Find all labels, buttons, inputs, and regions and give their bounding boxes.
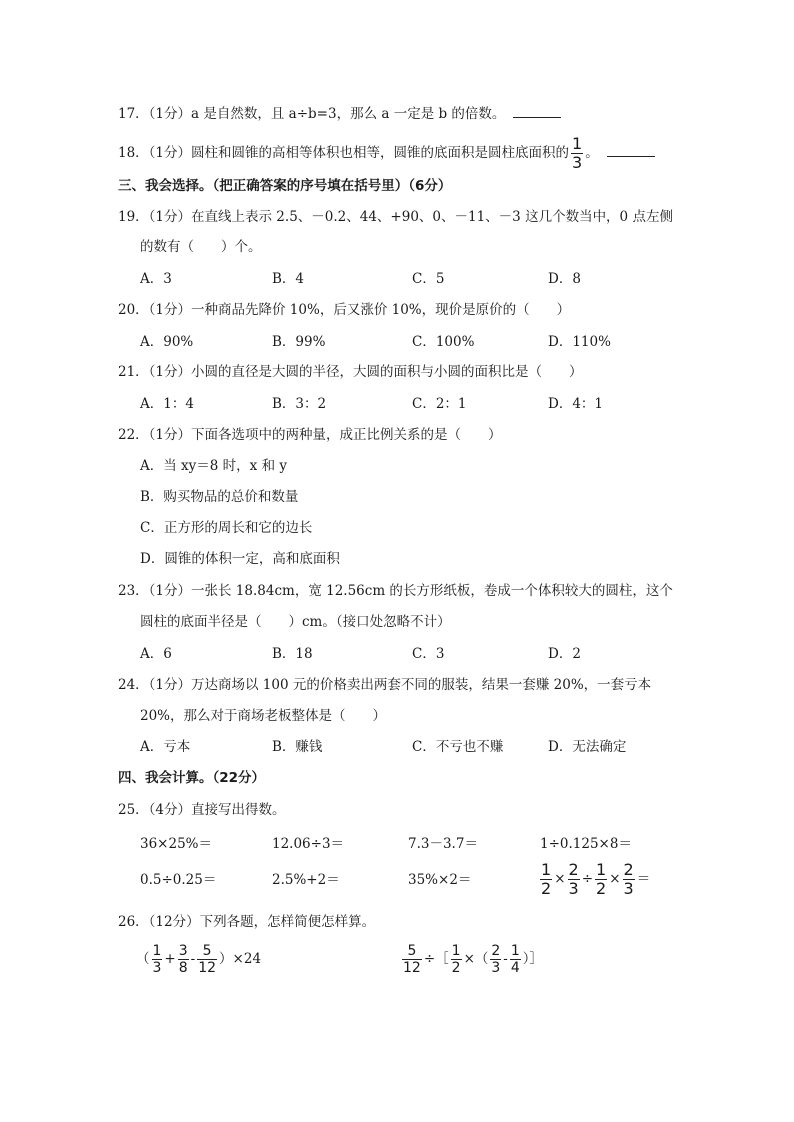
q21-option-b[interactable]: B．3：2: [272, 396, 327, 412]
q23-option-b[interactable]: B．18: [272, 646, 313, 662]
question-22-line1: 22．（1分）下面各选项中的两种量，成正比例关系的是（ ）: [118, 427, 502, 443]
q22-option-c[interactable]: C．正方形的周长和它的边长: [140, 520, 313, 536]
q19-option-a[interactable]: A．3: [140, 271, 172, 287]
q21-option-d[interactable]: D．4：1: [548, 396, 604, 412]
calc-item: 0.5÷0.25＝: [140, 872, 217, 888]
fraction: $\frac{2}{3}$: [623, 860, 634, 898]
fraction: $\frac{2}{3}$: [568, 860, 579, 898]
question-21-line1: 21．（1分）小圆的直径是大圆的半径，大圆的面积与小圆的面积比是（ ）: [118, 364, 583, 380]
question-19-line1: 19．（1分）在直线上表示 2.5、－0.2、44、+90、0、－11、－3 这几个数当中，0 点左侧: [118, 209, 673, 225]
q23-option-a[interactable]: A．6: [140, 646, 172, 662]
fraction: $\frac{1}{3}$: [152, 943, 162, 976]
fraction-expression: $\frac{1}{2}$ × $\frac{2}{3}$ ÷ $\frac{1}{2}$ × $\frac{2}{3}$ ＝: [541, 860, 651, 898]
q24-option-a[interactable]: A．亏本: [140, 739, 191, 755]
question-26-line1: 26．（12分）下列各题，怎样简便怎样算。: [118, 914, 376, 930]
calc-item: 2.5%+2＝: [272, 872, 340, 888]
calc-item: 1÷0.125×8＝: [540, 836, 632, 852]
calc-item: 7.3－3.7＝: [408, 836, 478, 852]
question-17: [118, 104, 561, 124]
fraction: $\frac{1}{3}$: [572, 134, 583, 172]
question-23-line1: 23．（1分）一张长 18.84cm，宽 12.56cm 的长方形纸板，卷成一个体积较大的圆柱，这个: [118, 583, 673, 599]
fraction: $\frac{1}{2}$: [541, 860, 552, 898]
question-20-line1: 20．（1分）一种商品先降价 10%，后又涨价 10%，现价是原价的（ ）: [118, 302, 571, 318]
q18-body: 圆柱和圆锥的高相等体积也相等，圆锥的底面积是圆柱底面积的: [191, 145, 570, 161]
q17-number: 17．（1分）: [118, 106, 192, 122]
section-4-title: 四、我会计算。（22分）: [118, 770, 266, 786]
fraction: $\frac{1}{2}$: [451, 943, 461, 976]
calc-item: 36×25%＝: [140, 836, 212, 852]
q24-option-d[interactable]: D．无法确定: [548, 739, 627, 755]
q21-option-c[interactable]: C．2：1: [412, 396, 467, 412]
calc-item: 12.06÷3＝: [272, 836, 345, 852]
q23-option-c[interactable]: C．3: [412, 646, 445, 662]
q17-body: a 是自然数，且 a÷b=3，那么 a 一定是 b 的倍数。: [191, 106, 506, 122]
question-23-line2: 圆柱的底面半径是（ ）cm。（接口处忽略不计）: [140, 614, 451, 630]
section-3-title: 三、我会选择。（把正确答案的序号填在括号里）（6分）: [118, 178, 452, 194]
fraction: $\frac{2}{3}$: [491, 943, 501, 976]
expression-2: $\frac{5}{12}$ ÷［ $\frac{1}{2}$ ×（ $\frac{2}{3}$ - $\frac{1}{4}$ ）］: [403, 943, 544, 976]
calc-item: 35%×2＝: [408, 872, 472, 888]
q24-option-b[interactable]: B．赚钱: [272, 739, 323, 755]
q19-option-d[interactable]: D．8: [548, 271, 581, 287]
question-24-line2: 20%，那么对于商场老板整体是（ ）: [140, 708, 387, 724]
fraction: $\frac{1}{2}$: [596, 860, 607, 898]
q20-option-a[interactable]: A．90%: [140, 334, 194, 350]
question-19-line2: 的数有（ ）个。: [140, 239, 262, 255]
q22-option-d[interactable]: D．圆锥的体积一定，高和底面积: [140, 551, 340, 567]
question-18: [118, 136, 655, 171]
q21-option-a[interactable]: A．1：4: [140, 396, 194, 412]
q23-option-d[interactable]: D．2: [548, 646, 581, 662]
q19-option-b[interactable]: B．4: [272, 271, 305, 287]
q20-option-b[interactable]: B．99%: [272, 334, 326, 350]
answer-blank[interactable]: [513, 105, 561, 118]
fraction: $\frac{1}{4}$: [510, 943, 520, 976]
q24-option-c[interactable]: C．不亏也不赚: [412, 739, 504, 755]
q18-number: 18．（1分）: [118, 145, 192, 161]
q22-option-b[interactable]: B．购买物品的总价和数量: [140, 489, 299, 505]
q18-tail: 。: [585, 145, 599, 161]
fraction: $\frac{5}{12}$: [198, 943, 217, 976]
fraction: $\frac{3}{8}$: [178, 943, 188, 976]
q20-option-c[interactable]: C．100%: [412, 334, 475, 350]
question-24-line1: 24．（1分）万达商场以 100 元的价格卖出两套不同的服装，结果一套赚 20%，一套亏本: [118, 677, 652, 693]
answer-blank[interactable]: [607, 144, 655, 157]
q22-option-a[interactable]: A．当 xy＝8 时，x 和 y: [140, 458, 287, 474]
expression-1: （ $\frac{1}{3}$ + $\frac{3}{8}$ - $\frac{5}{12}$ ）×24: [136, 943, 262, 976]
fraction: $\frac{5}{12}$: [403, 943, 421, 976]
q19-option-c[interactable]: C．5: [412, 271, 445, 287]
q20-option-d[interactable]: D．110%: [548, 334, 611, 350]
question-25-line1: 25．（4分）直接写出得数。: [118, 802, 286, 818]
